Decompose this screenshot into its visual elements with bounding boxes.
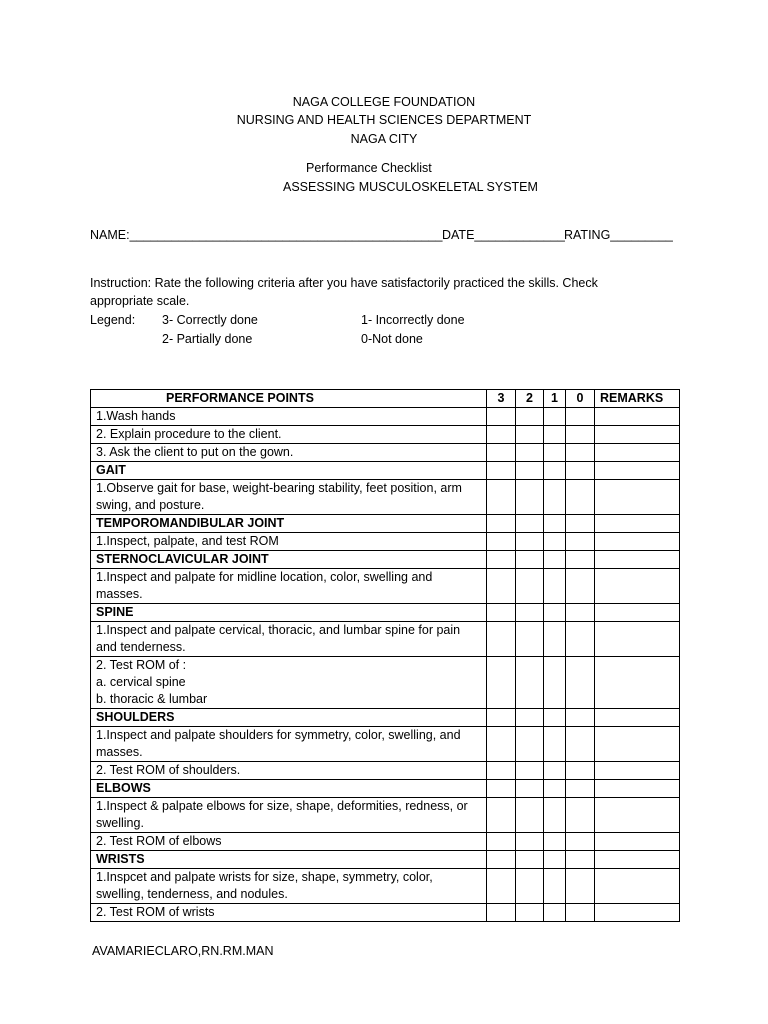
section-row bbox=[91, 515, 680, 533]
scale-3-cell[interactable] bbox=[487, 904, 516, 922]
criterion-text: 1.Inspect & palpate elbows for size, shape, deformities, redness, or swelling. bbox=[91, 798, 487, 833]
criterion-text: 2. Test ROM of wrists bbox=[91, 904, 487, 922]
scale-3-cell[interactable] bbox=[487, 462, 516, 480]
remarks-cell[interactable] bbox=[595, 444, 680, 462]
scale-1-cell[interactable] bbox=[544, 515, 566, 533]
scale-2-cell[interactable] bbox=[516, 444, 544, 462]
scale-0-cell[interactable] bbox=[566, 833, 595, 851]
remarks-cell[interactable] bbox=[595, 904, 680, 922]
scale-3-cell[interactable] bbox=[487, 762, 516, 780]
scale-2-cell[interactable] bbox=[516, 426, 544, 444]
scale-0-cell[interactable] bbox=[566, 780, 595, 798]
scale-3-cell[interactable] bbox=[487, 515, 516, 533]
rating-field: RATING_________ bbox=[564, 228, 673, 242]
remarks-cell[interactable] bbox=[595, 657, 680, 709]
scale-2-cell[interactable] bbox=[516, 551, 544, 569]
table-row bbox=[91, 426, 680, 444]
remarks-cell[interactable] bbox=[595, 709, 680, 727]
scale-2-cell[interactable] bbox=[516, 462, 544, 480]
scale-3-cell[interactable] bbox=[487, 780, 516, 798]
remarks-cell[interactable] bbox=[595, 604, 680, 622]
scale-2-cell[interactable] bbox=[516, 709, 544, 727]
scale-3-cell[interactable] bbox=[487, 533, 516, 551]
scale-0-cell[interactable] bbox=[566, 904, 595, 922]
scale-0-cell[interactable] bbox=[566, 480, 595, 515]
header-performance-points: PERFORMANCE POINTS bbox=[91, 390, 487, 408]
scale-0-cell[interactable] bbox=[566, 408, 595, 426]
author-signature: AVAMARIECLARO,RN.RM.MAN bbox=[92, 944, 274, 958]
scale-1-cell[interactable] bbox=[544, 780, 566, 798]
document-type: Performance Checklist bbox=[306, 161, 432, 175]
scale-1-cell[interactable] bbox=[544, 798, 566, 833]
legend-item-2: 2- Partially done bbox=[162, 332, 253, 346]
scale-1-cell[interactable] bbox=[544, 408, 566, 426]
criterion-text: 1.Inspect and palpate cervical, thoracic, and lumbar spine for pain and tenderness. bbox=[91, 622, 487, 657]
remarks-cell[interactable] bbox=[595, 851, 680, 869]
table-row bbox=[91, 533, 680, 551]
scale-1-cell[interactable] bbox=[544, 604, 566, 622]
criterion-text: 3. Ask the client to put on the gown. bbox=[91, 444, 487, 462]
legend-item-0: 0-Not done bbox=[361, 332, 423, 346]
section-row bbox=[91, 709, 680, 727]
remarks-cell[interactable] bbox=[595, 622, 680, 657]
remarks-cell[interactable] bbox=[595, 533, 680, 551]
criterion-text: 2. Test ROM of shoulders. bbox=[91, 762, 487, 780]
section-title: STERNOCLAVICULAR JOINT bbox=[91, 551, 487, 569]
table-row bbox=[91, 798, 680, 833]
scale-1-cell[interactable] bbox=[544, 657, 566, 709]
scale-1-cell[interactable] bbox=[544, 869, 566, 904]
scale-2-cell[interactable] bbox=[516, 622, 544, 657]
scale-2-cell[interactable] bbox=[516, 833, 544, 851]
checklist-subject: ASSESSING MUSCULOSKELETAL SYSTEM bbox=[283, 180, 538, 194]
scale-2-cell[interactable] bbox=[516, 604, 544, 622]
scale-0-cell[interactable] bbox=[566, 426, 595, 444]
scale-1-cell[interactable] bbox=[544, 569, 566, 604]
scale-2-cell[interactable] bbox=[516, 569, 544, 604]
remarks-cell[interactable] bbox=[595, 798, 680, 833]
scale-2-cell[interactable] bbox=[516, 727, 544, 762]
header-scale-0: 0 bbox=[566, 390, 595, 408]
table-row bbox=[91, 480, 680, 515]
section-row bbox=[91, 604, 680, 622]
section-row bbox=[91, 462, 680, 480]
table-row bbox=[91, 869, 680, 904]
remarks-cell[interactable] bbox=[595, 762, 680, 780]
remarks-cell[interactable] bbox=[595, 869, 680, 904]
scale-2-cell[interactable] bbox=[516, 780, 544, 798]
scale-3-cell[interactable] bbox=[487, 869, 516, 904]
criterion-text: 1.Observe gait for base, weight-bearing stability, feet position, arm swing, and posture. bbox=[91, 480, 487, 515]
remarks-cell[interactable] bbox=[595, 551, 680, 569]
scale-3-cell[interactable] bbox=[487, 569, 516, 604]
name-field: NAME:_____________________________________________ bbox=[90, 228, 443, 242]
remarks-cell[interactable] bbox=[595, 727, 680, 762]
criterion-text: 2. Test ROM of elbows bbox=[91, 833, 487, 851]
table-row bbox=[91, 762, 680, 780]
scale-0-cell[interactable] bbox=[566, 533, 595, 551]
scale-0-cell[interactable] bbox=[566, 869, 595, 904]
section-title: ELBOWS bbox=[91, 780, 487, 798]
table-row bbox=[91, 833, 680, 851]
scale-2-cell[interactable] bbox=[516, 533, 544, 551]
remarks-cell[interactable] bbox=[595, 780, 680, 798]
scale-2-cell[interactable] bbox=[516, 408, 544, 426]
legend-item-1: 1- Incorrectly done bbox=[361, 313, 465, 327]
institution-name: NAGA COLLEGE FOUNDATION bbox=[292, 95, 476, 109]
scale-3-cell[interactable] bbox=[487, 851, 516, 869]
section-title: GAIT bbox=[91, 462, 487, 480]
checklist-body bbox=[91, 408, 680, 922]
remarks-cell[interactable] bbox=[595, 480, 680, 515]
scale-3-cell[interactable] bbox=[487, 709, 516, 727]
section-title: WRISTS bbox=[91, 851, 487, 869]
criterion-text: 2. Explain procedure to the client. bbox=[91, 426, 487, 444]
instruction-line-1: Instruction: Rate the following criteria after you have satisfactorily practiced the skills. Check bbox=[90, 276, 598, 290]
table-row bbox=[91, 904, 680, 922]
criterion-text: 1.Wash hands bbox=[91, 408, 487, 426]
scale-2-cell[interactable] bbox=[516, 657, 544, 709]
section-title: SPINE bbox=[91, 604, 487, 622]
remarks-cell[interactable] bbox=[595, 426, 680, 444]
scale-3-cell[interactable] bbox=[487, 480, 516, 515]
scale-0-cell[interactable] bbox=[566, 727, 595, 762]
remarks-cell[interactable] bbox=[595, 408, 680, 426]
header-scale-2: 2 bbox=[516, 390, 544, 408]
remarks-cell[interactable] bbox=[595, 569, 680, 604]
criterion-text: 1.Inspect and palpate for midline location, color, swelling and masses. bbox=[91, 569, 487, 604]
scale-1-cell[interactable] bbox=[544, 622, 566, 657]
section-row bbox=[91, 851, 680, 869]
criterion-text: 1.Inspect, palpate, and test ROM bbox=[91, 533, 487, 551]
legend-label: Legend: bbox=[90, 313, 136, 327]
scale-1-cell[interactable] bbox=[544, 727, 566, 762]
scale-2-cell[interactable] bbox=[516, 480, 544, 515]
scale-3-cell[interactable] bbox=[487, 727, 516, 762]
section-row bbox=[91, 551, 680, 569]
scale-0-cell[interactable] bbox=[566, 604, 595, 622]
scale-3-cell[interactable] bbox=[487, 657, 516, 709]
criterion-text: 1.Inspect and palpate shoulders for symmetry, color, swelling, and masses. bbox=[91, 727, 487, 762]
scale-1-cell[interactable] bbox=[544, 851, 566, 869]
scale-2-cell[interactable] bbox=[516, 515, 544, 533]
city-name: NAGA CITY bbox=[350, 132, 418, 146]
scale-0-cell[interactable] bbox=[566, 444, 595, 462]
remarks-cell[interactable] bbox=[595, 833, 680, 851]
scale-0-cell[interactable] bbox=[566, 798, 595, 833]
instruction-line-2: appropriate scale. bbox=[90, 294, 190, 308]
scale-1-cell[interactable] bbox=[544, 444, 566, 462]
header-remarks: REMARKS bbox=[595, 390, 680, 408]
header-scale-3: 3 bbox=[487, 390, 516, 408]
scale-3-cell[interactable] bbox=[487, 426, 516, 444]
remarks-cell[interactable] bbox=[595, 462, 680, 480]
scale-1-cell[interactable] bbox=[544, 533, 566, 551]
scale-0-cell[interactable] bbox=[566, 462, 595, 480]
scale-1-cell[interactable] bbox=[544, 551, 566, 569]
legend-item-3: 3- Correctly done bbox=[162, 313, 258, 327]
scale-3-cell[interactable] bbox=[487, 604, 516, 622]
scale-1-cell[interactable] bbox=[544, 709, 566, 727]
scale-1-cell[interactable] bbox=[544, 426, 566, 444]
table-header-row bbox=[91, 390, 680, 408]
scale-3-cell[interactable] bbox=[487, 444, 516, 462]
table-row bbox=[91, 444, 680, 462]
scale-3-cell[interactable] bbox=[487, 408, 516, 426]
scale-3-cell[interactable] bbox=[487, 833, 516, 851]
scale-1-cell[interactable] bbox=[544, 462, 566, 480]
table-row bbox=[91, 622, 680, 657]
table-row bbox=[91, 408, 680, 426]
scale-0-cell[interactable] bbox=[566, 709, 595, 727]
scale-1-cell[interactable] bbox=[544, 833, 566, 851]
scale-3-cell[interactable] bbox=[487, 798, 516, 833]
scale-0-cell[interactable] bbox=[566, 622, 595, 657]
section-title: SHOULDERS bbox=[91, 709, 487, 727]
performance-checklist-table bbox=[90, 389, 680, 922]
remarks-cell[interactable] bbox=[595, 515, 680, 533]
scale-2-cell[interactable] bbox=[516, 904, 544, 922]
scale-1-cell[interactable] bbox=[544, 762, 566, 780]
table-row bbox=[91, 657, 680, 709]
scale-0-cell[interactable] bbox=[566, 569, 595, 604]
header-scale-1: 1 bbox=[544, 390, 566, 408]
criterion-text: 1.Inspcet and palpate wrists for size, shape, symmetry, color, swelling, tenderness, and nodules. bbox=[91, 869, 487, 904]
scale-3-cell[interactable] bbox=[487, 622, 516, 657]
table-row bbox=[91, 727, 680, 762]
scale-2-cell[interactable] bbox=[516, 798, 544, 833]
scale-2-cell[interactable] bbox=[516, 851, 544, 869]
scale-1-cell[interactable] bbox=[544, 480, 566, 515]
section-title: TEMPOROMANDIBULAR JOINT bbox=[91, 515, 487, 533]
scale-0-cell[interactable] bbox=[566, 851, 595, 869]
scale-0-cell[interactable] bbox=[566, 657, 595, 709]
table-row bbox=[91, 569, 680, 604]
scale-0-cell[interactable] bbox=[566, 551, 595, 569]
department-name: NURSING AND HEALTH SCIENCES DEPARTMENT bbox=[236, 113, 532, 127]
scale-0-cell[interactable] bbox=[566, 515, 595, 533]
scale-0-cell[interactable] bbox=[566, 762, 595, 780]
criterion-text: 2. Test ROM of : a. cervical spine b. thoracic & lumbar bbox=[91, 657, 487, 709]
scale-2-cell[interactable] bbox=[516, 869, 544, 904]
scale-1-cell[interactable] bbox=[544, 904, 566, 922]
section-row bbox=[91, 780, 680, 798]
scale-3-cell[interactable] bbox=[487, 551, 516, 569]
scale-2-cell[interactable] bbox=[516, 762, 544, 780]
date-field: DATE_____________ bbox=[442, 228, 565, 242]
